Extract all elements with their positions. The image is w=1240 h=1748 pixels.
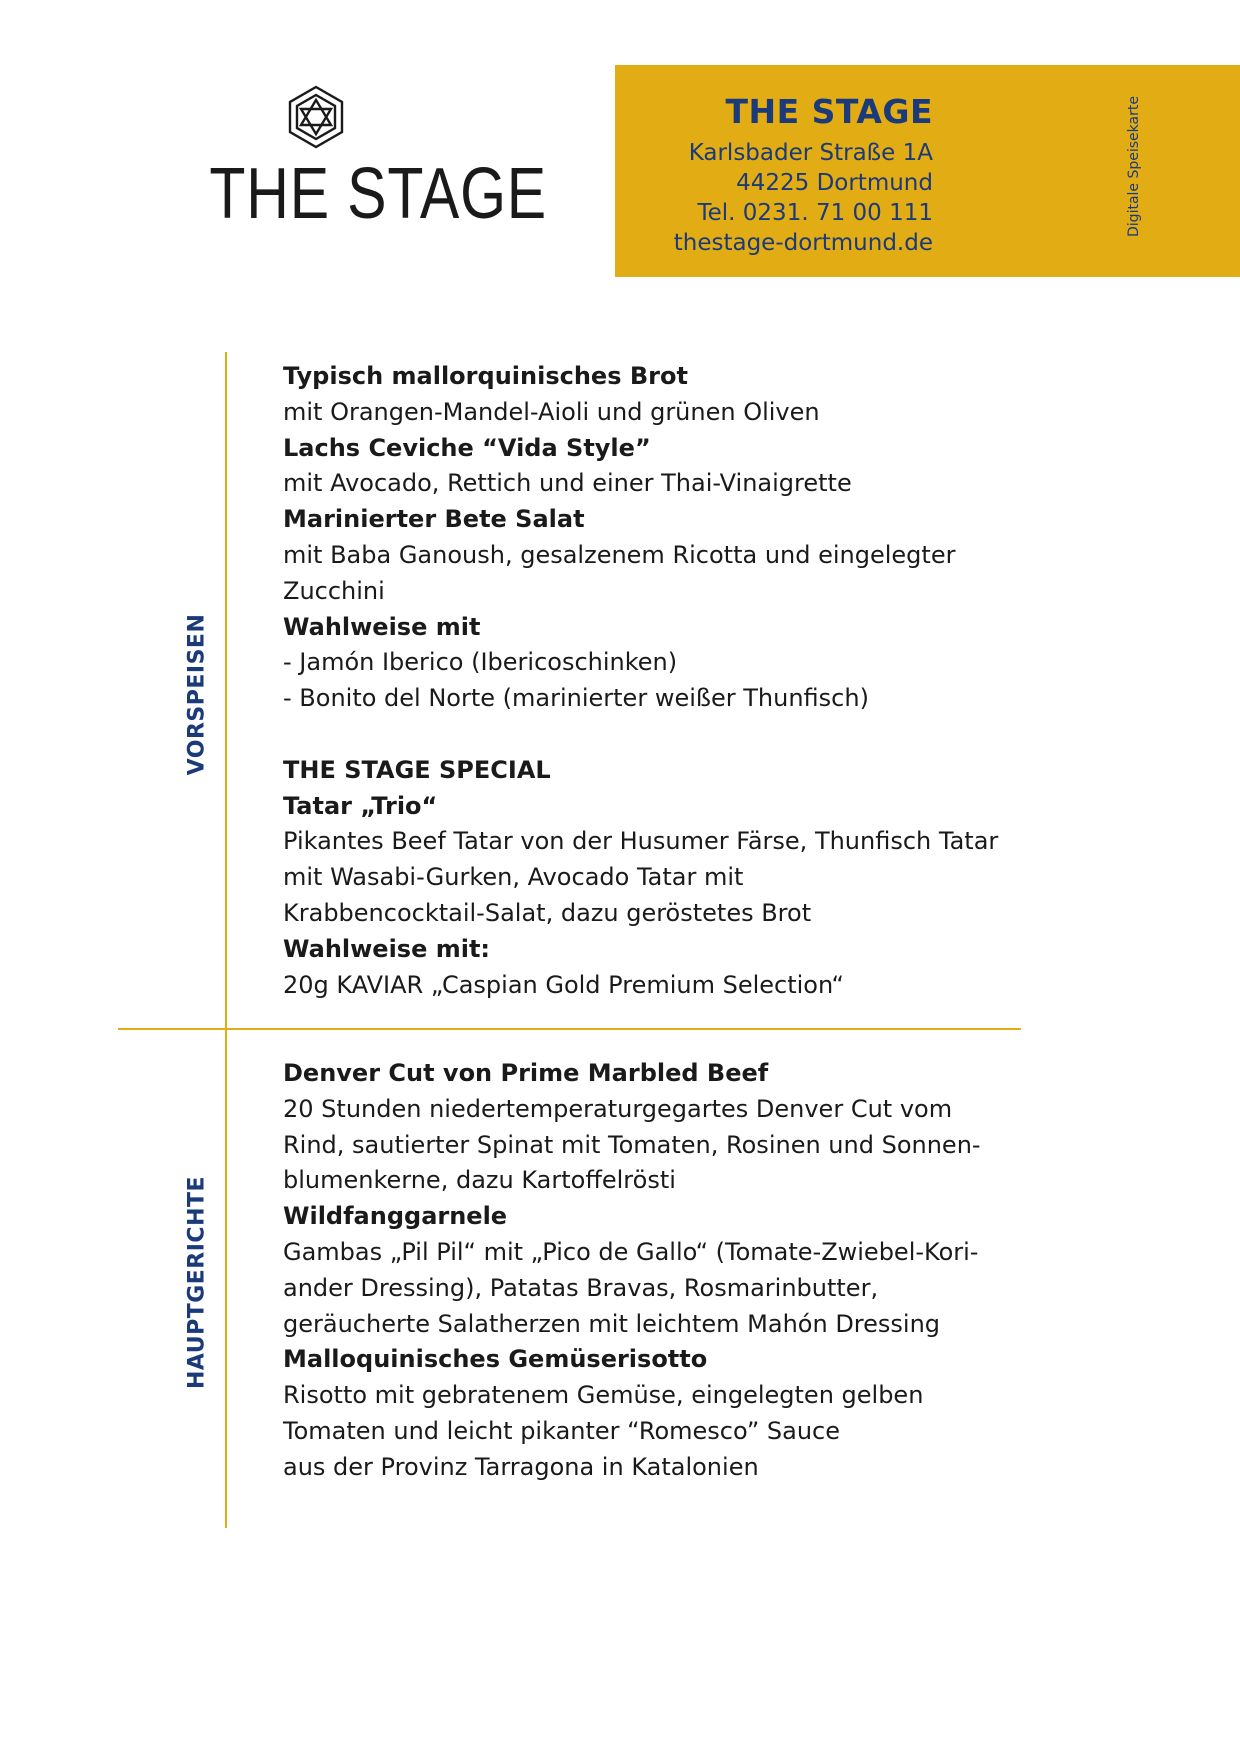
website-link[interactable]: thestage-dortmund.de	[673, 230, 933, 256]
dish-title: Wahlweise mit	[283, 612, 481, 641]
dish-description: Gambas „Pil Pil“ mit „Pico de Gallo“ (Tomate-Zwiebel-Kori-	[283, 1237, 979, 1266]
section-divider	[118, 1028, 1021, 1030]
vorspeisen-list	[283, 359, 1043, 1003]
dish-title: Denver Cut von Prime Marbled Beef	[283, 1059, 769, 1087]
dish-description: mit Orangen-Mandel-Aioli und grünen Oliven	[283, 397, 820, 426]
dish-description: ander Dressing), Patatas Bravas, Rosmarinbutter,	[283, 1273, 879, 1302]
dish-title: THE STAGE SPECIAL	[283, 755, 551, 784]
dish-description: mit Baba Ganoush, gesalzenem Ricotta und eingelegter	[283, 540, 956, 569]
contact-details	[673, 92, 933, 258]
dish-description: aus der Provinz Tarragona in Katalonien	[283, 1452, 759, 1481]
vertical-divider	[225, 352, 227, 1528]
dish-title: Lachs Ceviche “Vida Style”	[283, 433, 651, 462]
dish-title: Typisch mallorquinisches Brot	[283, 362, 688, 390]
dish-description: mit Wasabi-Gurken, Avocado Tatar mit	[283, 863, 744, 892]
dish-description: - Jamón Iberico (Ibericoschinken)	[283, 648, 678, 677]
hexagon-logo-icon	[283, 84, 349, 150]
dish-title: Wahlweise mit:	[283, 934, 491, 963]
dish-description: 20 Stunden niedertemperaturgegartes Denver Cut vom	[283, 1094, 953, 1123]
spacer	[283, 717, 1043, 753]
section-label-vorspeisen: VORSPEISEN	[184, 613, 210, 776]
qr-caption: Digitale Speisekarte	[1126, 96, 1142, 237]
hauptgerichte-list	[283, 1056, 1043, 1486]
dish-description: geräucherte Salatherzen mit leichtem Mahón Dressing	[283, 1309, 941, 1338]
dish-description: Rind, sautierter Spinat mit Tomaten, Rosinen und Sonnen-	[283, 1130, 981, 1159]
dish-title: Wildfanggarnele	[283, 1202, 508, 1231]
dish-description: Risotto mit gebratenem Gemüse, eingelegten gelben	[283, 1381, 924, 1410]
phone-number: Tel. 0231. 71 00 111	[697, 200, 933, 226]
contact-box	[615, 65, 1240, 277]
address-city: 44225 Dortmund	[736, 170, 933, 196]
dish-title: Marinierter Bete Salat	[283, 505, 585, 534]
logo-text: THE STAGE	[209, 154, 548, 234]
logo	[186, 84, 548, 234]
dish-description: Tomaten und leicht pikanter “Romesco” Sauce	[283, 1416, 840, 1445]
dish-description: 20g KAVIAR „Caspian Gold Premium Selection“	[283, 970, 844, 999]
address-street: Karlsbader Straße 1A	[688, 140, 933, 166]
section-label-hauptgerichte: HAUPTGERICHTE	[184, 1175, 210, 1390]
dish-description: - Bonito del Norte (marinierter weißer Thunfisch)	[283, 684, 869, 713]
contact-title: THE STAGE	[725, 92, 933, 131]
dish-description: Pikantes Beef Tatar von der Husumer Färse, Thunfisch Tatar	[283, 827, 999, 856]
dish-description: Zucchini	[283, 576, 385, 605]
dish-description: mit Avocado, Rettich und einer Thai-Vinaigrette	[283, 469, 852, 498]
dish-title: Tatar „Trio“	[283, 791, 438, 820]
dish-title: Malloquinisches Gemüserisotto	[283, 1345, 708, 1374]
dish-description: blumenkerne, dazu Kartoffelrösti	[283, 1166, 676, 1195]
dish-description: Krabbencocktail-Salat, dazu geröstetes Brot	[283, 898, 812, 927]
